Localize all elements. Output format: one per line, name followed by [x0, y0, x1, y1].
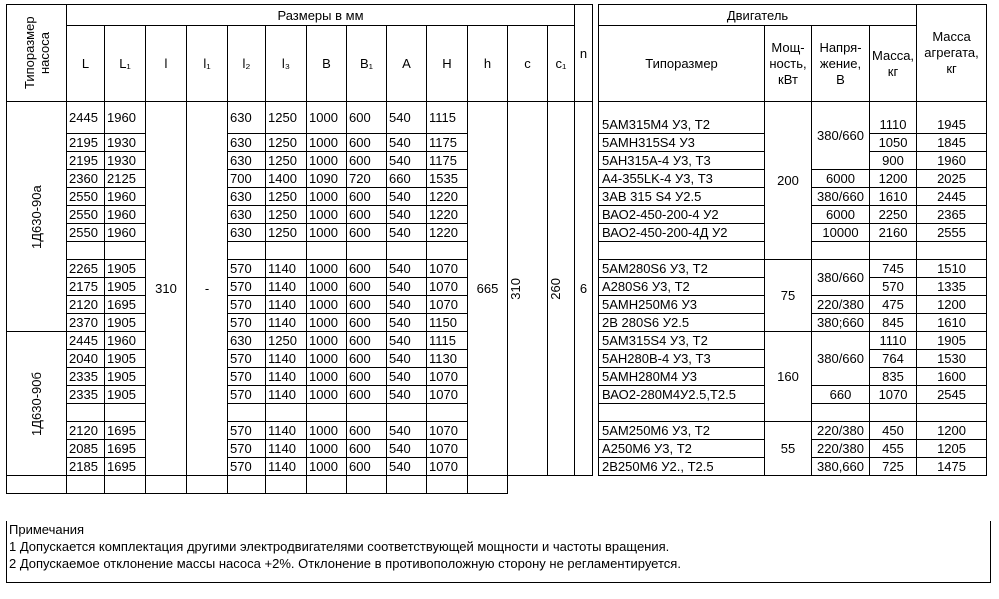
table-cell: 700	[228, 170, 266, 188]
unit-mass-cell: 1960	[917, 152, 987, 170]
table-cell: 1000	[307, 422, 347, 440]
table-cell: 1000	[307, 314, 347, 332]
table-cell: 2550	[67, 206, 105, 224]
table-cell: 600	[347, 440, 387, 458]
motor-cell: ВАО2-450-200-4 У2	[599, 206, 765, 224]
table-cell: 1000	[307, 440, 347, 458]
table-cell: 1070	[427, 296, 468, 314]
motor-cell: 2В250М6 У2., Т2.5	[599, 458, 765, 476]
motor-cell: 5АМ315S4 У3, Т2	[599, 332, 765, 350]
unit-mass-cell: 1600	[917, 368, 987, 386]
c-shared-cell	[508, 102, 548, 476]
table-cell: 1000	[307, 260, 347, 278]
unit-mass-cell: 1200	[917, 296, 987, 314]
H-header: H	[427, 26, 468, 102]
mass-cell: 1050	[870, 134, 917, 152]
mass-cell: 1110	[870, 332, 917, 350]
empty-cell	[347, 242, 387, 260]
table-cell: 1000	[307, 368, 347, 386]
table-cell: 2120	[67, 422, 105, 440]
empty-cell	[228, 476, 266, 494]
pump-2-label: 1Д630-90б	[29, 371, 44, 436]
pump-spec-table	[6, 4, 987, 494]
L-header: L	[67, 26, 105, 102]
table-cell: 1000	[307, 224, 347, 242]
table-cell: 630	[228, 332, 266, 350]
table-cell: 1905	[105, 278, 146, 296]
empty-cell	[67, 476, 105, 494]
pump-type-header-text: Типоразмер насоса	[21, 16, 52, 90]
table-cell: 1150	[427, 314, 468, 332]
mass-cell: 835	[870, 368, 917, 386]
mass-cell: 1610	[870, 188, 917, 206]
table-cell: 1140	[266, 458, 307, 476]
notes-title: Примечания	[9, 522, 85, 537]
table-cell: 1070	[427, 440, 468, 458]
pump-2-cell	[7, 332, 67, 476]
table-cell: 1140	[266, 278, 307, 296]
voltage-cell: 380/660	[812, 332, 870, 386]
table-cell: 2550	[67, 224, 105, 242]
table-cell: 600	[347, 134, 387, 152]
table-cell: 540	[387, 458, 427, 476]
table-cell: 570	[228, 386, 266, 404]
table-cell: 1930	[105, 152, 146, 170]
empty-cell	[812, 404, 870, 422]
table-cell: 540	[387, 260, 427, 278]
table-cell: 2040	[67, 350, 105, 368]
empty-cell	[917, 242, 987, 260]
mass-cell: 745	[870, 260, 917, 278]
unit-mass-cell: 1200	[917, 422, 987, 440]
unit-mass-cell: 1530	[917, 350, 987, 368]
l1-shared-cell: -	[187, 102, 228, 476]
table-cell: 600	[347, 206, 387, 224]
motor-header: Двигатель	[599, 5, 917, 26]
table-cell: 600	[347, 314, 387, 332]
table-cell: 1250	[266, 152, 307, 170]
table-cell: 1695	[105, 422, 146, 440]
table-cell: 1070	[427, 260, 468, 278]
c1-header: c₁	[548, 26, 575, 102]
table-cell: 630	[228, 206, 266, 224]
table-cell: 1000	[307, 278, 347, 296]
table-cell: 540	[387, 314, 427, 332]
empty-cell	[427, 404, 468, 422]
table-cell: 1250	[266, 134, 307, 152]
table-cell: 1175	[427, 152, 468, 170]
table-cell: 1000	[307, 102, 347, 134]
table-cell: 1115	[427, 102, 468, 134]
table-cell: 720	[347, 170, 387, 188]
table-cell: 540	[387, 102, 427, 134]
table-cell: 2120	[67, 296, 105, 314]
table-cell: 540	[387, 332, 427, 350]
table-cell: 1400	[266, 170, 307, 188]
empty-cell	[67, 242, 105, 260]
unit-mass-cell: 1335	[917, 278, 987, 296]
table-cell: 1695	[105, 458, 146, 476]
table-cell: 1250	[266, 224, 307, 242]
empty-cell	[67, 404, 105, 422]
table-cell: 540	[387, 440, 427, 458]
motor-cell: А280S6 У3, Т2	[599, 278, 765, 296]
empty-cell	[427, 476, 468, 494]
mass-cell: 450	[870, 422, 917, 440]
table-cell: 660	[387, 170, 427, 188]
table-cell: 1930	[105, 134, 146, 152]
empty-cell	[307, 404, 347, 422]
table-cell: 2360	[67, 170, 105, 188]
pump-type-header	[7, 5, 67, 102]
l3-header: l₃	[266, 26, 307, 102]
table-cell: 1250	[266, 206, 307, 224]
empty-cell	[599, 404, 765, 422]
unit-mass-cell: 2445	[917, 188, 987, 206]
voltage-cell: 6000	[812, 170, 870, 188]
table-cell: 1140	[266, 260, 307, 278]
table-cell: 1000	[307, 386, 347, 404]
table-cell: 600	[347, 188, 387, 206]
mass-cell: 455	[870, 440, 917, 458]
table-cell: 1115	[427, 332, 468, 350]
table-cell: 540	[387, 134, 427, 152]
unit-mass-cell: 2545	[917, 386, 987, 404]
table-cell: 1535	[427, 170, 468, 188]
n-shared-cell: 6	[575, 102, 593, 476]
empty-cell	[307, 476, 347, 494]
table-cell: 540	[387, 188, 427, 206]
table-cell: 1000	[307, 188, 347, 206]
table-cell: 2085	[67, 440, 105, 458]
table-cell: 600	[347, 368, 387, 386]
l2-header: l₂	[228, 26, 266, 102]
table-cell: 600	[347, 296, 387, 314]
table-cell: 2195	[67, 134, 105, 152]
voltage-cell: 10000	[812, 224, 870, 242]
unit-mass-cell: 2025	[917, 170, 987, 188]
table-cell: 540	[387, 224, 427, 242]
empty-cell	[7, 476, 67, 494]
empty-cell	[266, 476, 307, 494]
motor-cell: 5АН280В-4 У3, Т3	[599, 350, 765, 368]
empty-cell	[187, 476, 228, 494]
mass-cell: 475	[870, 296, 917, 314]
empty-cell	[146, 476, 187, 494]
table-cell: 1905	[105, 260, 146, 278]
motor-cell: 5АН315А-4 У3, Т3	[599, 152, 765, 170]
table-cell: 600	[347, 350, 387, 368]
voltage-cell: 380,660	[812, 458, 870, 476]
table-cell: 2550	[67, 188, 105, 206]
table-cell: 600	[347, 278, 387, 296]
table-cell: 1695	[105, 440, 146, 458]
h-header: h	[468, 26, 508, 102]
motor-cell: 5АМН280М4 У3	[599, 368, 765, 386]
table-cell: 1070	[427, 386, 468, 404]
table-cell: 630	[228, 152, 266, 170]
table-cell: 1000	[307, 458, 347, 476]
table-cell: 1140	[266, 296, 307, 314]
voltage-header: Напря-жение, В	[812, 26, 870, 102]
motor-cell: 5АМ280S6 У3, Т2	[599, 260, 765, 278]
L1-header: L₁	[105, 26, 146, 102]
table-cell: 1250	[266, 188, 307, 206]
motor-cell: 5АМН250М6 У3	[599, 296, 765, 314]
n-header: n	[575, 5, 593, 102]
table-cell: 1000	[307, 152, 347, 170]
voltage-cell: 380;660	[812, 314, 870, 332]
table-cell: 1250	[266, 102, 307, 134]
table-cell: 1140	[266, 314, 307, 332]
unit-mass-cell: 2365	[917, 206, 987, 224]
motor-cell: 5АМ315М4 У3, Т2	[599, 102, 765, 134]
mass-cell: 2250	[870, 206, 917, 224]
table-cell: 1905	[105, 386, 146, 404]
table-cell: 1960	[105, 206, 146, 224]
voltage-cell: 380/660	[812, 102, 870, 170]
table-cell: 1220	[427, 188, 468, 206]
empty-cell	[599, 242, 765, 260]
motor-cell: 5АМ250М6 У3, Т2	[599, 422, 765, 440]
mass-header: Масса, кг	[870, 26, 917, 102]
table-cell: 600	[347, 260, 387, 278]
table-cell: 1140	[266, 368, 307, 386]
voltage-cell: 220/380	[812, 296, 870, 314]
table-cell: 2445	[67, 332, 105, 350]
table-cell: 1960	[105, 224, 146, 242]
mass-cell: 570	[870, 278, 917, 296]
voltage-cell: 380/660	[812, 188, 870, 206]
empty-cell	[347, 404, 387, 422]
table-cell: 2335	[67, 368, 105, 386]
table-cell: 1905	[105, 368, 146, 386]
c1-shared-cell	[548, 102, 575, 476]
table-cell: 630	[228, 102, 266, 134]
table-cell: 1000	[307, 134, 347, 152]
power-header: Мощ-ность, кВт	[765, 26, 812, 102]
table-cell: 570	[228, 350, 266, 368]
table-cell: 1960	[105, 332, 146, 350]
voltage-cell: 660	[812, 386, 870, 404]
table-cell: 600	[347, 332, 387, 350]
empty-cell	[266, 242, 307, 260]
motor-cell: 5АМН315S4 У3	[599, 134, 765, 152]
table-cell: 570	[228, 368, 266, 386]
table-cell: 1000	[307, 332, 347, 350]
empty-cell	[105, 404, 146, 422]
unit-mass-cell: 2555	[917, 224, 987, 242]
l1-header: l₁	[187, 26, 228, 102]
table-cell: 2125	[105, 170, 146, 188]
table-cell: 1000	[307, 350, 347, 368]
table-cell: 1140	[266, 422, 307, 440]
table-cell: 1140	[266, 350, 307, 368]
table-cell: 1220	[427, 206, 468, 224]
l-shared-cell: 310	[146, 102, 187, 476]
table-cell: 600	[347, 152, 387, 170]
table-cell: 540	[387, 386, 427, 404]
B-header: B	[307, 26, 347, 102]
table-cell: 630	[228, 134, 266, 152]
empty-cell	[387, 476, 427, 494]
empty-cell	[347, 476, 387, 494]
unit-mass-cell: 1945	[917, 102, 987, 134]
mass-cell: 1200	[870, 170, 917, 188]
power-cell: 75	[765, 260, 812, 332]
voltage-cell: 380/660	[812, 260, 870, 296]
empty-cell	[105, 476, 146, 494]
pump-1-label: 1Д630-90а	[29, 184, 44, 249]
table-cell: 2445	[67, 102, 105, 134]
table-cell: 540	[387, 296, 427, 314]
voltage-cell: 220/380	[812, 440, 870, 458]
table-cell: 1140	[266, 440, 307, 458]
c-shared-text: 310	[508, 277, 523, 300]
table-cell: 540	[387, 152, 427, 170]
table-cell: 1250	[266, 332, 307, 350]
table-cell: 600	[347, 386, 387, 404]
mass-cell: 1070	[870, 386, 917, 404]
empty-cell	[266, 404, 307, 422]
notes-block	[6, 521, 991, 583]
table-cell: 570	[228, 314, 266, 332]
table-cell: 1000	[307, 206, 347, 224]
voltage-cell: 6000	[812, 206, 870, 224]
power-cell: 55	[765, 422, 812, 476]
motor-cell: 3АВ 315 S4 У2.5	[599, 188, 765, 206]
table-cell: 1130	[427, 350, 468, 368]
table-cell: 600	[347, 422, 387, 440]
empty-cell	[387, 242, 427, 260]
table-cell: 1905	[105, 314, 146, 332]
motor-cell: ВАО2-450-200-4Д У2	[599, 224, 765, 242]
table-cell: 1960	[105, 102, 146, 134]
empty-cell	[228, 242, 266, 260]
table-cell: 1070	[427, 422, 468, 440]
h-shared-cell: 665	[468, 102, 508, 476]
empty-cell	[105, 242, 146, 260]
unit-mass-cell: 1510	[917, 260, 987, 278]
table-cell: 570	[228, 422, 266, 440]
table-cell: 2370	[67, 314, 105, 332]
unit-mass-cell: 1475	[917, 458, 987, 476]
table-cell: 570	[228, 440, 266, 458]
pump-1-cell	[7, 102, 67, 332]
table-cell: 570	[228, 296, 266, 314]
table-cell: 540	[387, 422, 427, 440]
power-cell: 200	[765, 102, 812, 260]
table-cell: 1220	[427, 224, 468, 242]
table-cell: 2335	[67, 386, 105, 404]
empty-cell	[307, 242, 347, 260]
empty-cell	[427, 242, 468, 260]
power-cell: 160	[765, 332, 812, 422]
table-cell: 1000	[307, 296, 347, 314]
table-cell: 600	[347, 458, 387, 476]
empty-cell	[870, 242, 917, 260]
table-cell: 570	[228, 260, 266, 278]
table-cell: 1070	[427, 368, 468, 386]
unit-mass-cell: 1610	[917, 314, 987, 332]
table-cell: 540	[387, 368, 427, 386]
empty-cell	[812, 242, 870, 260]
motor-cell: 2В 280S6 У2.5	[599, 314, 765, 332]
table-cell: 2195	[67, 152, 105, 170]
table-cell: 630	[228, 188, 266, 206]
table-cell: 2175	[67, 278, 105, 296]
table-cell: 570	[228, 278, 266, 296]
table-cell: 630	[228, 224, 266, 242]
mass-cell: 725	[870, 458, 917, 476]
A-header: A	[387, 26, 427, 102]
table-cell: 570	[228, 458, 266, 476]
motor-cell: А250М6 У3, Т2	[599, 440, 765, 458]
mass-cell: 845	[870, 314, 917, 332]
note-2: 2 Допускаемое отклонение массы насоса +2%. Отклонение в противоположную сторону не регламентируется.	[9, 556, 681, 571]
mass-cell: 2160	[870, 224, 917, 242]
dimensions-header: Размеры в мм	[67, 5, 575, 26]
note-1: 1 Допускается комплектация другими электродвигателями соответствующей мощности и частоты вращения.	[9, 539, 670, 554]
B1-header: B₁	[347, 26, 387, 102]
empty-cell	[228, 404, 266, 422]
empty-cell	[468, 476, 508, 494]
motor-cell: ВАО2-280М4У2.5,Т2.5	[599, 386, 765, 404]
table-cell: 540	[387, 278, 427, 296]
motor-type-header: Типоразмер	[599, 26, 765, 102]
table-cell: 540	[387, 206, 427, 224]
table-cell: 600	[347, 102, 387, 134]
table-cell: 2185	[67, 458, 105, 476]
table-cell: 1175	[427, 134, 468, 152]
unit-mass-cell: 1905	[917, 332, 987, 350]
table-cell: 1695	[105, 296, 146, 314]
unit-mass-header: Масса агрегата, кг	[917, 5, 987, 102]
table-cell: 540	[387, 350, 427, 368]
table-cell: 1905	[105, 350, 146, 368]
table-cell: 1070	[427, 458, 468, 476]
table-cell: 600	[347, 224, 387, 242]
mass-cell: 764	[870, 350, 917, 368]
empty-cell	[870, 404, 917, 422]
unit-mass-cell: 1205	[917, 440, 987, 458]
motor-cell: А4-355LK-4 У3, Т3	[599, 170, 765, 188]
l-header: l	[146, 26, 187, 102]
mass-cell: 900	[870, 152, 917, 170]
empty-cell	[917, 404, 987, 422]
table-cell: 1070	[427, 278, 468, 296]
unit-mass-cell: 1845	[917, 134, 987, 152]
table-cell: 2265	[67, 260, 105, 278]
mass-cell: 1110	[870, 102, 917, 134]
table-cell: 1090	[307, 170, 347, 188]
empty-cell	[387, 404, 427, 422]
table-cell: 1960	[105, 188, 146, 206]
voltage-cell: 220/380	[812, 422, 870, 440]
table-cell: 1140	[266, 386, 307, 404]
c-header: c	[508, 26, 548, 102]
c1-shared-text: 260	[548, 277, 563, 300]
